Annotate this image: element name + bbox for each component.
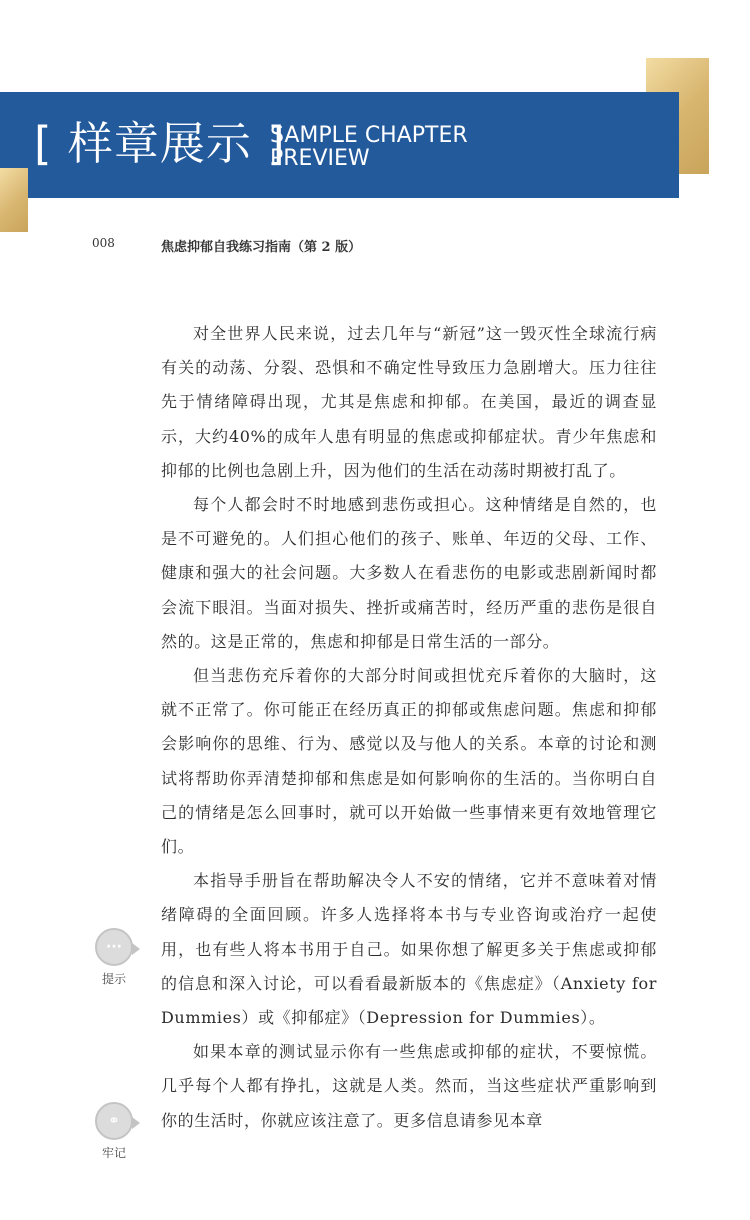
paragraph-3: 但当悲伤充斥着你的大部分时间或担忧充斥着你的大脑时，这就不正常了。你可能正在经历真正的抑郁或焦虑问题。焦虑和抑郁会影响你的思维、行为、感觉以及与他人的关系。本章的讨论和测试将帮助你弄清楚抑郁和焦虑是如何影响你的生活的。当你明白自己的情绪是怎么回事时，就可以开始做一些事情来更有效地管理它们。: [161, 666, 657, 857]
paragraph-1: 对全世界人民来说，过去几年与“新冠”这一毁灭性全球流行病有关的动荡、分裂、恐惧和不确定性导致压力急剧增大。压力往往先于情绪障碍出现，尤其是焦虑和抑郁。在美国，最近的调查显示，大约40%的成年人患有明显的焦虑或抑郁症状。青少年焦虑和抑郁的比例也急剧上升，因为他们的生活在动荡时期被打乱了。: [161, 324, 657, 480]
running-book-title: 焦虑抑郁自我练习指南（第 2 版）: [161, 240, 362, 255]
remember-label: 牢记: [101, 1146, 126, 1160]
margin-tip: [84, 928, 144, 987]
tip-label: 提示: [101, 972, 126, 986]
gold-accent-left: [0, 168, 28, 232]
paragraph-2: 每个人都会时不时地感到悲伤或担心。这种情绪是自然的，也是不可避免的。人们担心他们的孩子、账单、年迈的父母、工作、健康和强大的社会问题。大多数人在看悲伤的电影或悲剧新闻时都会流下眼泪。当面对损失、挫折或痛苦时，经历严重的悲伤是很自然的。这是正常的，焦虑和抑郁是日常生活的一部分。: [161, 495, 657, 651]
banner-en-line1: SAMPLE CHAPTER: [270, 123, 468, 148]
chapter-body: [161, 317, 657, 1138]
paragraph-5: 如果本章的测试显示你有一些焦虑或抑郁的症状，不要惊慌。几乎每个人都有挣扎，这就是人类。然而，当这些症状严重影响到你的生活时，你就应该注意了。更多信息请参见本章: [161, 1042, 657, 1130]
speech-bubble-icon: ···: [95, 928, 133, 966]
banner-title-english: [270, 124, 468, 170]
paragraph-4: 本指导手册旨在帮助解决令人不安的情绪，它并不意味着对情绪障碍的全面回顾。许多人选择将本书与专业咨询或治疗一起使用，也有些人将本书用于自己。如果你想了解更多关于焦虑或抑郁的信息和深入讨论，可以看看最新版本的《焦虑症》（Anxiety for Dummies）或《抑郁症》（Depression for Dummies）。: [161, 871, 657, 1028]
knot-icon: ⚭: [95, 1102, 133, 1140]
banner-title-chinese: [ 样章展示 ]: [34, 117, 286, 170]
page-number: 008: [92, 236, 115, 250]
banner-en-line2: PREVIEW: [270, 146, 370, 171]
margin-remember: [84, 1102, 144, 1161]
